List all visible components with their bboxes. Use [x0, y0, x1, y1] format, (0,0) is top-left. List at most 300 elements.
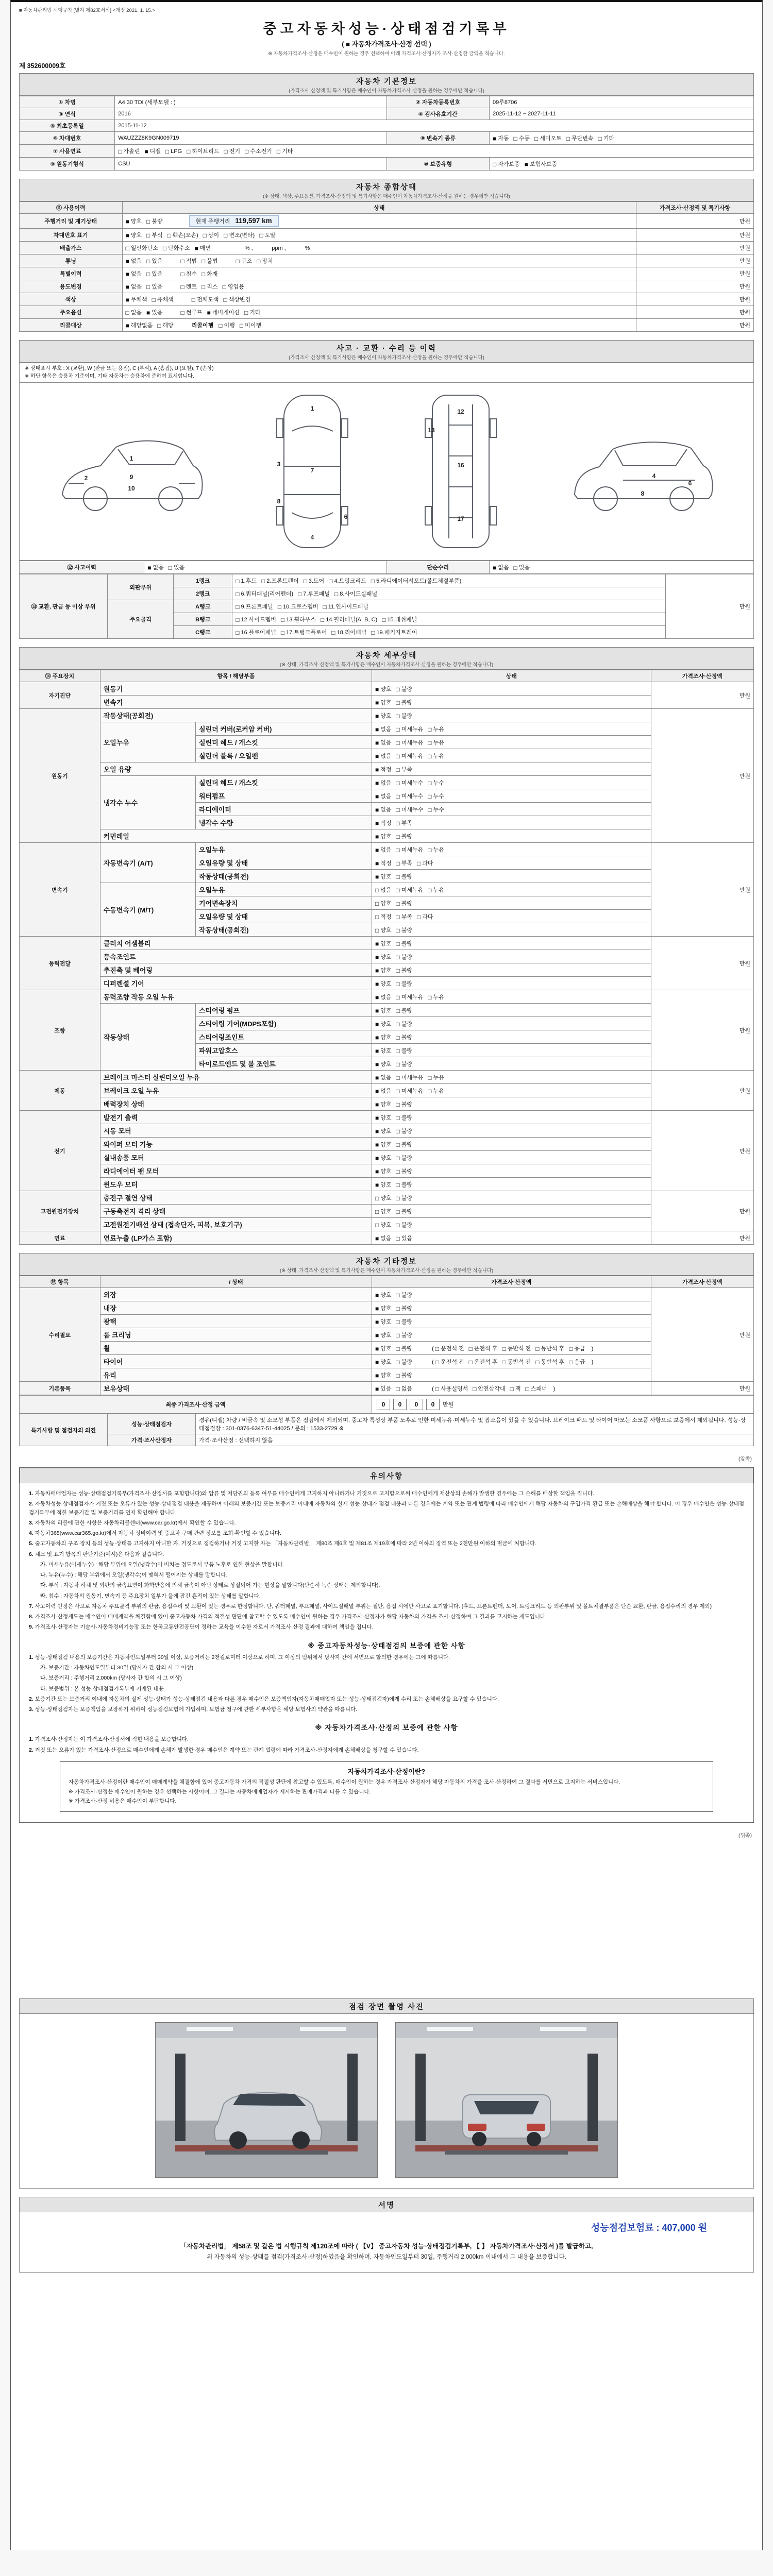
appraisal-amount-cell: 만원 — [636, 319, 754, 332]
checkbox-option-unchecked[interactable]: □ 누수 — [428, 792, 444, 800]
checkbox-option-unchecked[interactable]: □ 세미오토 — [534, 135, 562, 142]
checkbox-option-unchecked[interactable]: □ 불량 — [396, 980, 413, 988]
checkbox-option-unchecked[interactable]: □ 불량 — [396, 1371, 413, 1379]
checkbox-option-unchecked[interactable]: □ 부식 — [146, 232, 163, 239]
checkbox-option-unchecked[interactable]: □ 전체도색 — [191, 296, 219, 303]
checkbox-option-checked[interactable]: ■ 양호 — [375, 1047, 392, 1055]
page-marker-back: (뒤쪽) — [738, 1833, 752, 1839]
item-status — [372, 1124, 651, 1138]
checkbox-option-unchecked[interactable]: □ 적법 — [180, 258, 197, 265]
checkbox-option-unchecked[interactable]: □ 침수 — [180, 270, 197, 278]
checkbox-option-unchecked[interactable]: □ 불량 — [396, 1304, 413, 1312]
checkbox-option-checked[interactable]: ■ 없음 — [147, 564, 164, 571]
checkbox-option-unchecked[interactable]: □ 1.후드 — [236, 578, 257, 585]
checkbox-option-unchecked[interactable]: □ 운전석 후 — [468, 1345, 498, 1352]
checkbox-option-checked[interactable]: ■ 양호 — [375, 699, 392, 706]
checkbox-icon: ■ — [146, 309, 150, 316]
item-status — [372, 709, 651, 722]
checkbox-option-checked[interactable]: ■ 양호 — [375, 1141, 392, 1148]
checkbox-option-unchecked[interactable]: □ 전기 — [224, 148, 241, 155]
checkbox-option-unchecked[interactable]: □ 13.휠하우스 — [280, 616, 316, 623]
item-label: 광택 — [100, 1315, 372, 1328]
checkbox-option-unchecked[interactable]: □ 불량 — [396, 1331, 413, 1339]
checkbox-icon: ■ — [125, 296, 129, 303]
checkbox-option-unchecked[interactable]: □ 불량 — [396, 940, 413, 947]
checkbox-option-unchecked[interactable]: □ 사용설명서 — [435, 1385, 468, 1393]
checkbox-option-unchecked[interactable]: □ 미세누유 — [396, 739, 424, 747]
option-group — [375, 1193, 417, 1202]
checkbox-option-checked[interactable]: ■ 양호 — [375, 1114, 392, 1122]
checkbox-option-unchecked[interactable]: □ 동반석 후 — [535, 1345, 565, 1352]
checkbox-option-unchecked[interactable]: □ 있음 — [513, 564, 530, 571]
checkbox-option-unchecked[interactable]: □ 과다 — [417, 859, 433, 867]
checkbox-icon: □ — [396, 967, 400, 974]
checkbox-option-checked[interactable]: ■ 양호 — [375, 980, 392, 988]
checkbox-option-unchecked[interactable]: □ 미세누수 — [396, 779, 424, 787]
checkbox-option-checked[interactable]: ■ 양호 — [375, 940, 392, 947]
row-status — [122, 293, 636, 306]
checkbox-option-unchecked[interactable]: □ 불량 — [396, 1221, 413, 1229]
checkbox-option-unchecked[interactable]: □ 4.트렁크리드 — [329, 578, 366, 585]
checkbox-option-unchecked[interactable]: □ 10.크로스멤버 — [277, 603, 318, 611]
checkbox-option-unchecked[interactable]: □ 부족 — [396, 766, 413, 773]
checkbox-icon: □ — [201, 283, 206, 291]
checkbox-option-unchecked[interactable]: □ 불량 — [396, 1181, 413, 1189]
option-group — [375, 845, 449, 854]
item-status — [372, 829, 651, 843]
checkbox-option-checked[interactable]: ■ 디젤 — [144, 148, 161, 155]
checkbox-option-unchecked[interactable]: □ 부족 — [396, 859, 413, 867]
checkbox-option-checked[interactable]: ■ 무채색 — [125, 296, 147, 303]
checkbox-option-checked[interactable]: ■ 없음 — [375, 993, 392, 1001]
checkbox-icon: ■ — [375, 980, 379, 988]
checkbox-option-unchecked[interactable]: □ 미세누유 — [396, 725, 424, 733]
option-group — [375, 1220, 417, 1229]
checkbox-option-unchecked[interactable]: □ 3.도어 — [303, 578, 325, 585]
svg-text:8: 8 — [641, 490, 645, 497]
checkbox-option-unchecked[interactable]: □ 도말 — [259, 232, 276, 239]
checkbox-option-unchecked[interactable]: □ 9.프론트패널 — [236, 603, 273, 611]
checkbox-option-unchecked[interactable]: □ 색상변경 — [223, 296, 251, 303]
checkbox-option-checked[interactable]: ■ 없음 — [125, 258, 142, 265]
checkbox-option-unchecked[interactable]: □ 불량 — [396, 1047, 413, 1055]
item-status — [372, 1084, 651, 1097]
section-title: 자동차 기본정보 — [356, 78, 417, 86]
checkbox-option-unchecked[interactable]: □ 응급 — [569, 1345, 585, 1352]
checkbox-option-unchecked[interactable]: □ 화재 — [201, 270, 218, 278]
checkbox-option-unchecked[interactable]: □ 17.트렁크플로어 — [280, 629, 327, 636]
checkbox-option-unchecked[interactable]: □ 미세누유 — [396, 993, 424, 1001]
checkbox-icon: □ — [417, 859, 421, 867]
checkbox-option-unchecked[interactable]: □ LPG — [165, 148, 182, 155]
checkbox-icon: □ — [534, 135, 539, 142]
checkbox-option-checked[interactable]: ■ 양호 — [375, 1181, 392, 1189]
checkbox-option-unchecked[interactable]: □ 장치 — [257, 258, 273, 265]
checkbox-option-unchecked[interactable]: □ 14.필러패널(A, B, C) — [320, 616, 378, 623]
checkbox-option-checked[interactable]: ■ 적정 — [375, 859, 392, 867]
checkbox-option-checked[interactable]: ■ 적정 — [375, 819, 392, 827]
checkbox-option-checked[interactable]: ■ 없음 — [375, 725, 392, 733]
checkbox-option-unchecked[interactable]: □ 불량 — [396, 1345, 413, 1352]
checkbox-option-unchecked[interactable]: □ 미세누수 — [396, 806, 424, 814]
checkbox-option-unchecked[interactable]: □ 불량 — [396, 967, 413, 974]
checkbox-option-checked[interactable]: ■ 양호 — [375, 873, 392, 880]
checkbox-option-checked[interactable]: ■ 양호 — [375, 953, 392, 961]
checkbox-option-unchecked[interactable]: □ 불량 — [396, 1167, 413, 1175]
checkbox-option-unchecked[interactable]: □ 일산화탄소 — [125, 245, 158, 252]
checkbox-option-checked[interactable]: ■ 양호 — [375, 1167, 392, 1175]
checkbox-option-unchecked[interactable]: □ 스패너 — [525, 1385, 547, 1393]
checkbox-option-unchecked[interactable]: □ 상이 — [203, 232, 220, 239]
checkbox-option-unchecked[interactable]: □ 영업용 — [222, 283, 244, 291]
checkbox-option-checked[interactable]: ■ 없음 — [375, 806, 392, 814]
checkbox-option-checked[interactable]: ■ 양호 — [125, 232, 142, 239]
option-group — [192, 295, 256, 304]
checkbox-option-checked[interactable]: ■ 없음 — [375, 792, 392, 800]
checkbox-icon: □ — [428, 806, 432, 814]
checkbox-option-unchecked[interactable]: □ 불량 — [396, 900, 413, 907]
checkbox-icon: ■ — [375, 752, 379, 760]
checkbox-option-unchecked[interactable]: □ 기타 — [276, 148, 293, 155]
checkbox-option-unchecked[interactable]: □ 기타 — [244, 309, 261, 316]
svg-text:6: 6 — [344, 513, 348, 520]
checkbox-option-unchecked[interactable]: □ 없음 — [396, 1385, 413, 1393]
checkbox-option-checked[interactable]: ■ 없음 — [125, 283, 142, 291]
checkbox-option-checked[interactable]: ■ 없음 — [375, 1234, 392, 1242]
checkbox-option-unchecked[interactable]: □ 불량 — [396, 1208, 413, 1215]
checkbox-option-unchecked[interactable]: □ 잭 — [510, 1385, 521, 1393]
checkbox-option-unchecked[interactable]: □ 불량 — [396, 699, 413, 706]
subitem-label: 스티어링 기어(MDPS포함) — [196, 1017, 372, 1030]
checkbox-icon: ■ — [375, 1385, 379, 1393]
checkbox-option-unchecked[interactable]: □ 변조(변타) — [224, 232, 255, 239]
checkbox-option-unchecked[interactable]: □ 19.패키지트레이 — [371, 629, 417, 636]
section-title: 자동차 종합상태 — [356, 183, 417, 192]
column-header: / 상태 — [100, 1276, 372, 1288]
row-status — [122, 319, 636, 332]
checkbox-option-unchecked[interactable]: □ 불량 — [396, 1358, 413, 1366]
checkbox-option-unchecked[interactable]: □ 무단변속 — [566, 135, 594, 142]
checkbox-icon: □ — [125, 309, 129, 316]
checkbox-option-unchecked[interactable]: □ 누유 — [428, 1087, 444, 1095]
checkbox-option-unchecked[interactable]: □ 썬루프 — [180, 309, 203, 316]
checkbox-option-checked[interactable]: ■ 양호 — [375, 1358, 392, 1366]
checkbox-option-unchecked[interactable]: □ 불량 — [396, 1100, 413, 1108]
checkbox-option-checked[interactable]: ■ 양호 — [375, 1100, 392, 1108]
checkbox-option-checked[interactable]: ■ 양호 — [375, 712, 392, 720]
checkbox-option-unchecked[interactable]: □ 없음 — [375, 886, 392, 894]
panel-rank-label: 1랭크 — [174, 574, 232, 587]
checkbox-option-unchecked[interactable]: □ 불량 — [396, 833, 413, 840]
checkbox-option-unchecked[interactable]: □ 누유 — [428, 886, 444, 894]
checkbox-option-unchecked[interactable]: □ 수소전기 — [245, 148, 272, 155]
checkbox-option-checked[interactable]: ■ 양호 — [375, 1060, 392, 1068]
checkbox-icon: □ — [535, 1345, 540, 1352]
checkbox-icon: □ — [201, 258, 206, 265]
section-title-band — [19, 1253, 754, 1276]
checkbox-icon: □ — [224, 232, 228, 239]
checkbox-option-unchecked[interactable]: □ 2.프론트펜더 — [261, 578, 299, 585]
checkbox-option-checked[interactable]: ■ 양호 — [375, 1318, 392, 1326]
checkbox-option-unchecked[interactable]: □ 불량 — [396, 953, 413, 961]
checkbox-option-unchecked[interactable]: □ 미세누수 — [396, 792, 424, 800]
checkbox-option-unchecked[interactable]: □ 5.라디에이터서포트(볼트체결부품) — [371, 578, 462, 585]
checkbox-option-unchecked[interactable]: □ 불량 — [146, 218, 163, 225]
checkbox-icon: ■ — [125, 283, 129, 291]
checkbox-icon: ■ — [144, 148, 148, 155]
checkbox-option-unchecked[interactable]: □ 자가보증 — [493, 161, 520, 168]
checkbox-option-unchecked[interactable]: □ 불량 — [396, 712, 413, 720]
checkbox-icon: □ — [396, 1208, 400, 1215]
checkbox-option-checked[interactable]: ■ 없음 — [125, 270, 142, 278]
subitem-status — [372, 722, 651, 736]
subitem-status — [372, 749, 651, 762]
checkbox-option-unchecked[interactable]: □ 15.대쉬패널 — [382, 616, 417, 623]
checkbox-option-unchecked[interactable]: □ 동반석 전 — [502, 1358, 531, 1366]
checkbox-option-unchecked[interactable]: □ 미세누유 — [396, 846, 424, 854]
checkbox-option-unchecked[interactable]: □ 있음 — [146, 283, 163, 291]
checkbox-option-unchecked[interactable]: □ 양호 — [375, 1194, 392, 1202]
checkbox-option-unchecked[interactable]: □ 양호 — [375, 926, 392, 934]
item-status — [372, 1138, 651, 1151]
checkbox-icon: □ — [396, 1047, 400, 1055]
appraisal-amount-cell: 만원 — [651, 1231, 754, 1245]
checkbox-icon: ■ — [375, 1331, 379, 1339]
device-item-row — [20, 682, 754, 696]
checkbox-option-checked[interactable]: ■ 보험사보증 — [524, 161, 558, 168]
checkbox-option-unchecked[interactable]: □ 이행 — [219, 322, 235, 329]
checkbox-option-checked[interactable]: ■ 없음 — [493, 564, 509, 571]
checkbox-option-checked[interactable]: ■ 양호 — [375, 1304, 392, 1312]
checkbox-icon: □ — [201, 270, 206, 278]
checkbox-option-unchecked[interactable]: □ 12.사이드멤버 — [236, 616, 276, 623]
checkbox-option-unchecked[interactable]: □ 불량 — [396, 1060, 413, 1068]
usage-history-row — [20, 242, 754, 255]
checkbox-option-unchecked[interactable]: □ 훼손(오손) — [167, 232, 198, 239]
checkbox-option-unchecked[interactable]: □ 하이브리드 — [187, 148, 220, 155]
section-notes — [19, 1467, 754, 1823]
checkbox-icon: □ — [329, 578, 333, 585]
device-item-row — [20, 1205, 754, 1218]
checkbox-option-checked[interactable]: ■ 양호 — [375, 967, 392, 974]
checkbox-option-unchecked[interactable]: □ 부족 — [396, 913, 413, 921]
option-group — [375, 1099, 417, 1109]
info-box-star-note: ※ 가격조사·산정은 매수인이 원하는 경우 선택하는 사항이며, 그 결과는 자동차매매업자가 제시하는 판매가격과 다를 수 있습니다. — [69, 1788, 371, 1795]
checkbox-option-checked[interactable]: ■ 양호 — [125, 218, 142, 225]
option-group — [375, 1086, 449, 1095]
checkbox-option-unchecked[interactable]: □ 누유 — [428, 1074, 444, 1081]
checkbox-option-unchecked[interactable]: □ 불량 — [396, 1194, 413, 1202]
field-value: 09루8706 — [490, 96, 754, 108]
subitem-label: 파워고압호스 — [196, 1044, 372, 1057]
checkbox-option-unchecked[interactable]: □ 불량 — [396, 1007, 413, 1014]
checkbox-option-checked[interactable]: ■ 양호 — [375, 1154, 392, 1162]
subitem-status — [372, 776, 651, 789]
section-accident-history — [19, 340, 754, 639]
checkbox-option-unchecked[interactable]: □ 누유 — [428, 725, 444, 733]
checkbox-option-checked[interactable]: ■ 양호 — [375, 1371, 392, 1379]
subitem-status — [372, 883, 651, 896]
checkbox-option-unchecked[interactable]: □ 불량 — [396, 873, 413, 880]
svg-text:4: 4 — [310, 534, 314, 541]
svg-text:7: 7 — [310, 467, 314, 474]
checkbox-icon: ■ — [375, 1167, 379, 1175]
checkbox-option-checked[interactable]: ■ 없음 — [375, 846, 392, 854]
option-group — [126, 230, 280, 240]
checkbox-option-unchecked[interactable]: □ 불량 — [396, 685, 413, 693]
notes-body — [20, 1483, 753, 1822]
subitem-label: 스티어링 펌프 — [196, 1004, 372, 1017]
checkbox-option-checked[interactable]: ■ 없음 — [375, 1087, 392, 1095]
checkbox-option-unchecked[interactable]: □ 7.루프패널 — [298, 590, 330, 598]
checkbox-icon: □ — [244, 309, 248, 316]
checkbox-option-unchecked[interactable]: □ 안전삼각대 — [473, 1385, 506, 1393]
checkbox-option-unchecked[interactable]: □ 구조 — [236, 258, 253, 265]
checkbox-option-unchecked[interactable]: □ 동반석 전 — [502, 1345, 531, 1352]
checkbox-icon: □ — [396, 980, 400, 988]
subitem-label: 오일유량 및 상태 — [196, 856, 372, 870]
checkbox-option-unchecked[interactable]: □ 불량 — [396, 1033, 413, 1041]
car-underbody-diagram — [417, 389, 505, 554]
checkbox-option-checked[interactable]: ■ 양호 — [375, 1331, 392, 1339]
checkbox-option-unchecked[interactable]: □ 누수 — [428, 806, 444, 814]
checkbox-option-unchecked[interactable]: □ 누유 — [428, 739, 444, 747]
checkbox-option-checked[interactable]: ■ 있음 — [375, 1385, 392, 1393]
checkbox-option-unchecked[interactable]: □ 누수 — [428, 779, 444, 787]
checkbox-option-unchecked[interactable]: □ 불법 — [201, 258, 218, 265]
checkbox-option-unchecked[interactable]: □ 16.플로어패널 — [236, 629, 276, 636]
checkbox-icon: □ — [168, 564, 173, 571]
simple-repair-options — [490, 561, 754, 574]
checkbox-option-unchecked[interactable]: □ 누유 — [428, 752, 444, 760]
checkbox-option-checked[interactable]: ■ 없음 — [375, 739, 392, 747]
checkbox-icon: □ — [157, 322, 161, 329]
checkbox-option-unchecked[interactable]: □ 불량 — [396, 1154, 413, 1162]
checkbox-option-unchecked[interactable]: □ 운전석 전 — [435, 1358, 464, 1366]
checkbox-option-checked[interactable]: ■ 양호 — [375, 1033, 392, 1041]
checkbox-option-checked[interactable]: ■ 양호 — [375, 1007, 392, 1014]
checkbox-option-checked[interactable]: ■ 없음 — [375, 779, 392, 787]
checkbox-option-unchecked[interactable]: □ 탄화수소 — [162, 245, 190, 252]
checkbox-icon: □ — [566, 135, 570, 142]
checkbox-option-checked[interactable]: ■ 적정 — [375, 766, 392, 773]
checkbox-option-checked[interactable]: ■ 있음 — [146, 309, 163, 316]
checkbox-option-unchecked[interactable]: □ 양호 — [375, 1208, 392, 1215]
final-amount-value — [372, 1396, 754, 1414]
checkbox-option-unchecked[interactable]: □ 해당 — [157, 322, 174, 329]
checkbox-option-checked[interactable]: ■ 네비게이션 — [207, 309, 240, 316]
option-group — [375, 1290, 417, 1299]
checkbox-icon: □ — [187, 148, 191, 155]
checkbox-option-unchecked[interactable]: □ 불량 — [396, 1291, 413, 1299]
final-amount-table — [19, 1395, 754, 1414]
checkbox-option-unchecked[interactable]: □ 미세누유 — [396, 1074, 424, 1081]
checkbox-option-checked[interactable]: ■ 자동 — [493, 135, 509, 142]
checkbox-option-unchecked[interactable]: □ 6.쿼터패널(리어펜더) — [236, 590, 294, 598]
checkbox-option-unchecked[interactable]: □ 불량 — [396, 926, 413, 934]
checkbox-option-checked[interactable]: ■ 양호 — [375, 1020, 392, 1028]
subitem-status — [372, 1057, 651, 1071]
checkbox-option-unchecked[interactable]: □ 리스 — [201, 283, 218, 291]
row-label: 리콜대상 — [20, 319, 123, 332]
checkbox-option-unchecked[interactable]: □ 미세누유 — [396, 886, 424, 894]
checkbox-option-checked[interactable]: ■ 해당없음 — [125, 322, 153, 329]
checkbox-option-unchecked[interactable]: □ 미이행 — [239, 322, 261, 329]
checkbox-option-unchecked[interactable]: □ 운전석 전 — [435, 1345, 464, 1352]
simple-repair-label: 단순수리 — [386, 561, 490, 574]
checkbox-icon: □ — [493, 161, 497, 168]
device-subitem-row — [20, 843, 754, 856]
row-label: 차대번호 표기 — [20, 229, 123, 242]
checkbox-option-unchecked[interactable]: □ 과다 — [417, 913, 433, 921]
checkbox-option-unchecked[interactable]: □ 미세누유 — [396, 1087, 424, 1095]
checkbox-option-unchecked[interactable]: □ 있음 — [168, 564, 185, 571]
checkbox-option-checked[interactable]: ■ 양호 — [375, 833, 392, 840]
checkbox-option-unchecked[interactable]: □ 동반석 후 — [535, 1358, 565, 1366]
notes-box — [19, 1467, 754, 1823]
checkbox-option-checked[interactable]: ■ 양호 — [375, 1127, 392, 1135]
checkbox-option-unchecked[interactable]: □ 렌트 — [180, 283, 197, 291]
checkbox-option-checked[interactable]: ■ 없음 — [375, 752, 392, 760]
checkbox-option-unchecked[interactable]: □ 운전석 후 — [468, 1358, 498, 1366]
checkbox-option-unchecked[interactable]: □ 누유 — [428, 993, 444, 1001]
checkbox-option-unchecked[interactable]: □ 있음 — [146, 258, 163, 265]
mileage-label: 현재 주행거리 — [195, 218, 230, 225]
checkbox-option-checked[interactable]: ■ 없음 — [375, 1074, 392, 1081]
device-group-label: 조향 — [20, 990, 100, 1071]
checkbox-option-unchecked[interactable]: □ 없음 — [125, 309, 142, 316]
checkbox-option-checked[interactable]: ■ 매연 — [194, 245, 211, 252]
checkbox-option-checked[interactable]: ■ 양호 — [375, 1345, 392, 1352]
checkbox-option-checked[interactable]: ■ 양호 — [375, 1291, 392, 1299]
checkbox-option-unchecked[interactable]: □ 부족 — [396, 819, 413, 827]
checkbox-option-unchecked[interactable]: □ 수동 — [513, 135, 530, 142]
checkbox-option-unchecked[interactable]: □ 유채색 — [152, 296, 174, 303]
checkbox-option-unchecked[interactable]: □ 있음 — [396, 1234, 413, 1242]
checkbox-option-unchecked[interactable]: □ 불량 — [396, 1114, 413, 1122]
opinion-text: 경유(디젤) 차량 / 비금속 및 소모성 부품은 점검에서 제외되며, 중고차 특성상 부품 노후로 인한 미세누유·미세누수 및 잡소음이 있을 수 있습니다. 브레이크 패드 및 타이어 마모는 소모품 사항으로 보증에서 제외됩니다. 성능·상태점검장 : 301-0376-6347-51-44025 / 문의 : 1533-2729 ※ — [196, 1414, 754, 1434]
note-item: 1. 가격조사·산정자는 이 가격조사·산정서에 적힌 내용을 보증합니다. — [29, 1736, 189, 1743]
page-marker-front: (앞쪽) — [738, 1456, 752, 1462]
note-item: 2. 자동차성능·상태점검자가 거짓 또는 오류가 있는 성능·상태점검 내용을 제공하여 아래의 보증기간 또는 보증거리 이내에 자동차의 실제 성능·상태가 점검 내용과 다른 경우에는 계약 또는 관계 법령에 따라 매수인에게 해당 자동차의 구입가격 환급 또는 손해배상을 해야 합니다. 이 경우 매수인은 성능·상태점검기록부에 적힌 보증기간 및 보증거리를 먼저 확인해야 합니다. — [29, 1501, 744, 1516]
option-group — [375, 939, 417, 948]
checkbox-option-unchecked[interactable]: □ 양호 — [375, 900, 392, 907]
checkbox-option-unchecked[interactable]: □ 18.리어패널 — [331, 629, 367, 636]
checkbox-option-unchecked[interactable]: □ 양호 — [375, 1221, 392, 1229]
checkbox-option-unchecked[interactable]: □ 8.사이드실패널 — [334, 590, 378, 598]
item-label: 추진축 및 베어링 — [100, 963, 372, 977]
checkbox-option-unchecked[interactable]: □ 있음 — [146, 270, 163, 278]
checkbox-option-unchecked[interactable]: □ 가솔린 — [118, 148, 140, 155]
checkbox-icon: □ — [396, 739, 400, 747]
checkbox-icon: ■ — [194, 245, 198, 252]
checkbox-option-unchecked[interactable]: □ 응급 — [569, 1358, 585, 1366]
checkbox-option-unchecked[interactable]: □ 미세누유 — [396, 752, 424, 760]
field-label: ④ 검사유효기간 — [386, 108, 490, 120]
checkbox-option-unchecked[interactable]: □ 적정 — [375, 913, 392, 921]
checkbox-option-checked[interactable]: ■ 양호 — [375, 685, 392, 693]
device-item-row — [20, 1084, 754, 1097]
checkbox-option-unchecked[interactable]: □ 불량 — [396, 1127, 413, 1135]
checkbox-option-unchecked[interactable]: □ 11.인사이드패널 — [323, 603, 368, 611]
panel-item-list — [232, 587, 666, 600]
device-item-row — [20, 829, 754, 843]
checkbox-option-unchecked[interactable]: □ 누유 — [428, 846, 444, 854]
checkbox-option-unchecked[interactable]: □ 불량 — [396, 1020, 413, 1028]
checkbox-option-unchecked[interactable]: □ 불량 — [396, 1318, 413, 1326]
checkbox-option-unchecked[interactable]: □ 기타 — [598, 135, 615, 142]
checkbox-option-unchecked[interactable]: □ 불량 — [396, 1141, 413, 1148]
